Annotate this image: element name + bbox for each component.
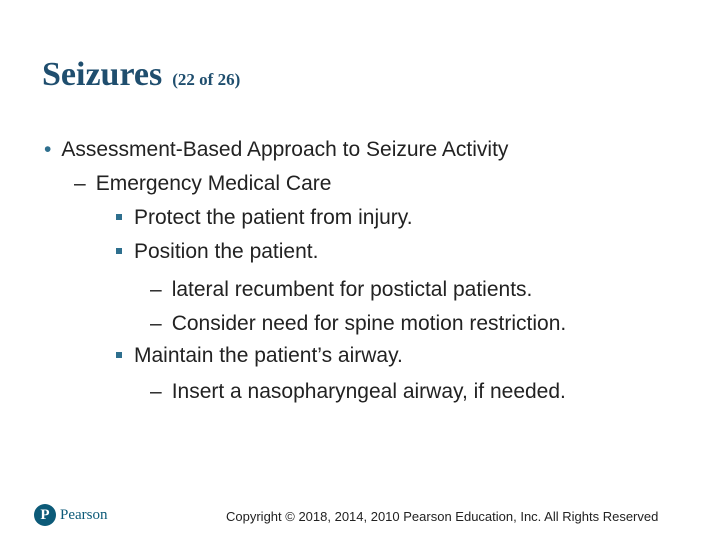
bullet-text: Maintain the patient’s airway.	[134, 344, 403, 367]
bullet-text: Protect the patient from injury.	[134, 206, 413, 229]
dash-icon: –	[74, 172, 86, 195]
bullet-level-1	[44, 138, 508, 162]
square-bullet-icon	[116, 248, 122, 254]
pearson-p-icon: P	[34, 504, 56, 526]
square-bullet-icon	[116, 214, 122, 220]
bullet-level-3	[116, 240, 318, 264]
slide-title	[42, 56, 240, 94]
dash-icon: –	[150, 380, 162, 403]
bullet-text: Insert a nasopharyngeal airway, if needed.	[171, 380, 566, 403]
bullet-level-3	[116, 206, 413, 230]
square-bullet-icon	[116, 352, 122, 358]
bullet-level-4	[150, 312, 566, 336]
pearson-logo	[34, 504, 108, 526]
bullet-text: Assessment-Based Approach to Seizure Activity	[61, 138, 509, 161]
bullet-level-4	[150, 380, 566, 404]
slide-title-counter: (22 of 26)	[172, 70, 241, 89]
bullet-text: Emergency Medical Care	[95, 172, 332, 195]
pearson-wordmark: Pearson	[60, 506, 108, 523]
copyright-notice: Copyright © 2018, 2014, 2010 Pearson Education, Inc. All Rights Reserved	[226, 509, 659, 524]
bullet-level-3	[116, 344, 403, 368]
bullet-dot-icon: •	[44, 138, 52, 161]
dash-icon: –	[150, 312, 162, 335]
bullet-level-2	[74, 172, 331, 196]
bullet-level-4	[150, 278, 532, 302]
bullet-text: Consider need for spine motion restriction.	[171, 312, 567, 335]
bullet-text: Position the patient.	[134, 240, 319, 263]
slide-title-main: Seizures	[42, 56, 163, 93]
dash-icon: –	[150, 278, 162, 301]
bullet-text: lateral recumbent for postictal patients.	[171, 278, 533, 301]
